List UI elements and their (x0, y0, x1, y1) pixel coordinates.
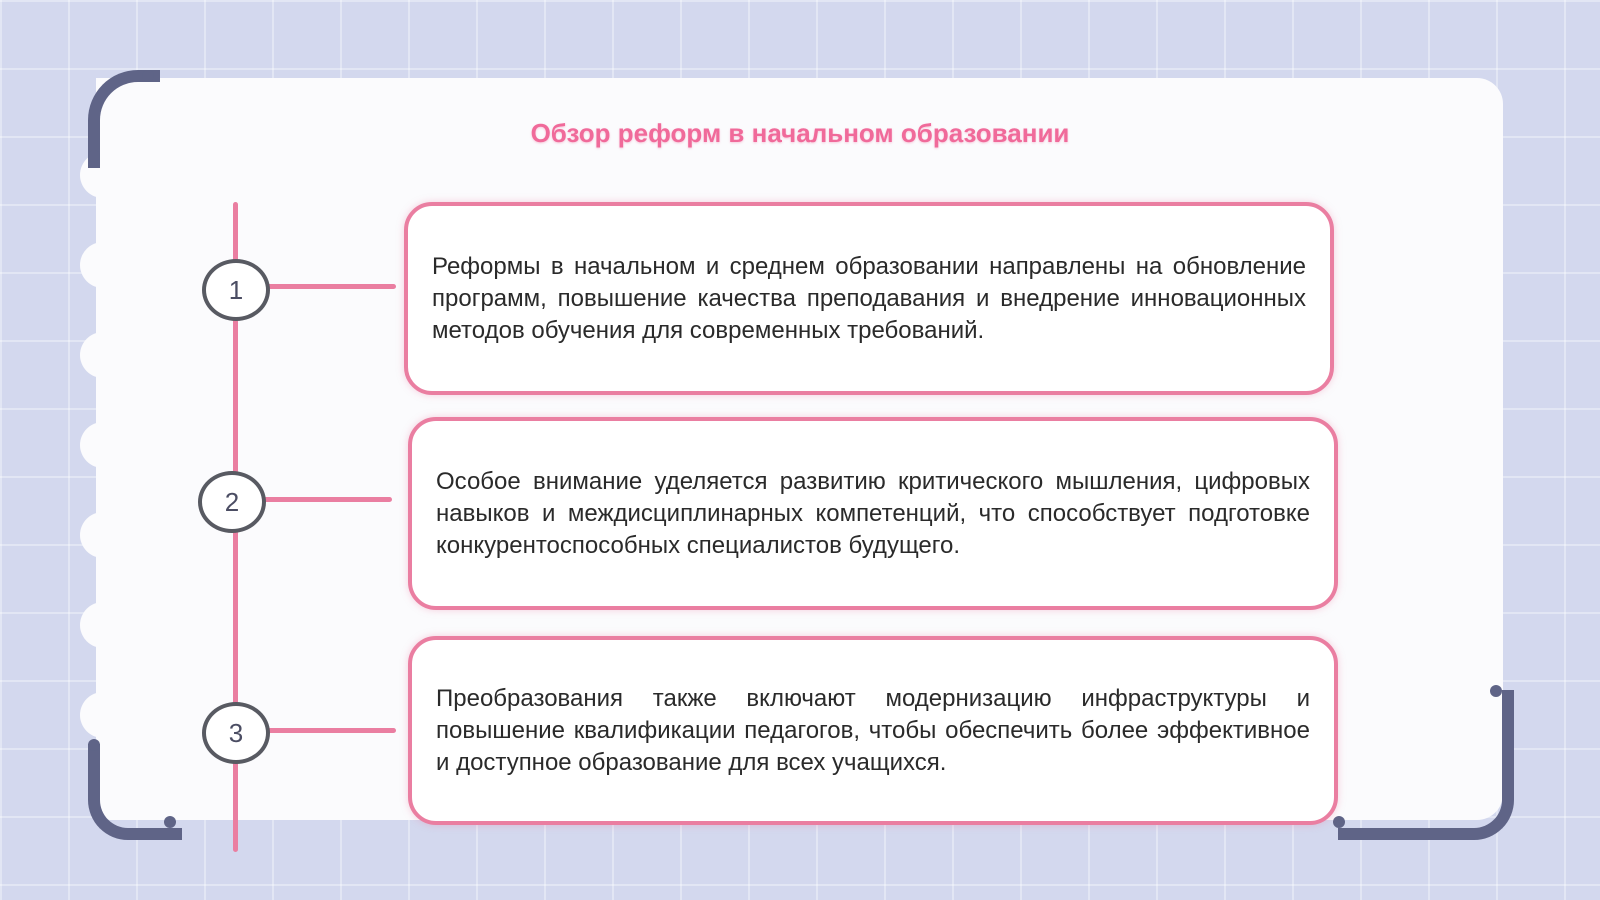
page-scallop (80, 422, 126, 468)
frame-corner-cap (1333, 816, 1345, 828)
page-scallop (80, 692, 126, 738)
step-card (404, 202, 1334, 395)
timeline-connector (264, 284, 396, 289)
step-card (408, 636, 1338, 825)
page-scallop (80, 242, 126, 288)
frame-corner-cap (164, 816, 176, 828)
page-scallop (80, 332, 126, 378)
step-text: Преобразования также включают модернизацию инфраструктуры и повышение квалификации педагогов, чтобы обеспечить более эффективное и доступное образование для всех учащихся. (436, 684, 1310, 776)
timeline-connector (260, 497, 392, 502)
frame-corner-cap (142, 70, 154, 82)
frame-corner-cap (88, 150, 100, 162)
frame-corner-cap (1490, 685, 1502, 697)
slide-title: Обзор реформ в начальном образовании (530, 118, 1070, 148)
step-card (408, 417, 1338, 610)
step-text: Особое внимание уделяется развитию критического мышления, цифровых навыков и междисциплинарных компетенций, что способствует подготовке конкурентоспособных специалистов будущего. (436, 467, 1310, 559)
timeline-connector (264, 728, 396, 733)
step-text: Реформы в начальном и среднем образовании направлены на обновление программ, повышение качества преподавания и внедрение инновационных методов обучения для современных требований. (432, 252, 1306, 344)
step-number-badge: 3 (202, 702, 270, 764)
frame-corner-cap (88, 739, 100, 751)
step-number-badge: 1 (202, 259, 270, 321)
frame-corner-bottom-right (1338, 690, 1514, 840)
step-number-badge: 2 (198, 471, 266, 533)
page-scallop (80, 512, 126, 558)
page-scallop (80, 602, 126, 648)
